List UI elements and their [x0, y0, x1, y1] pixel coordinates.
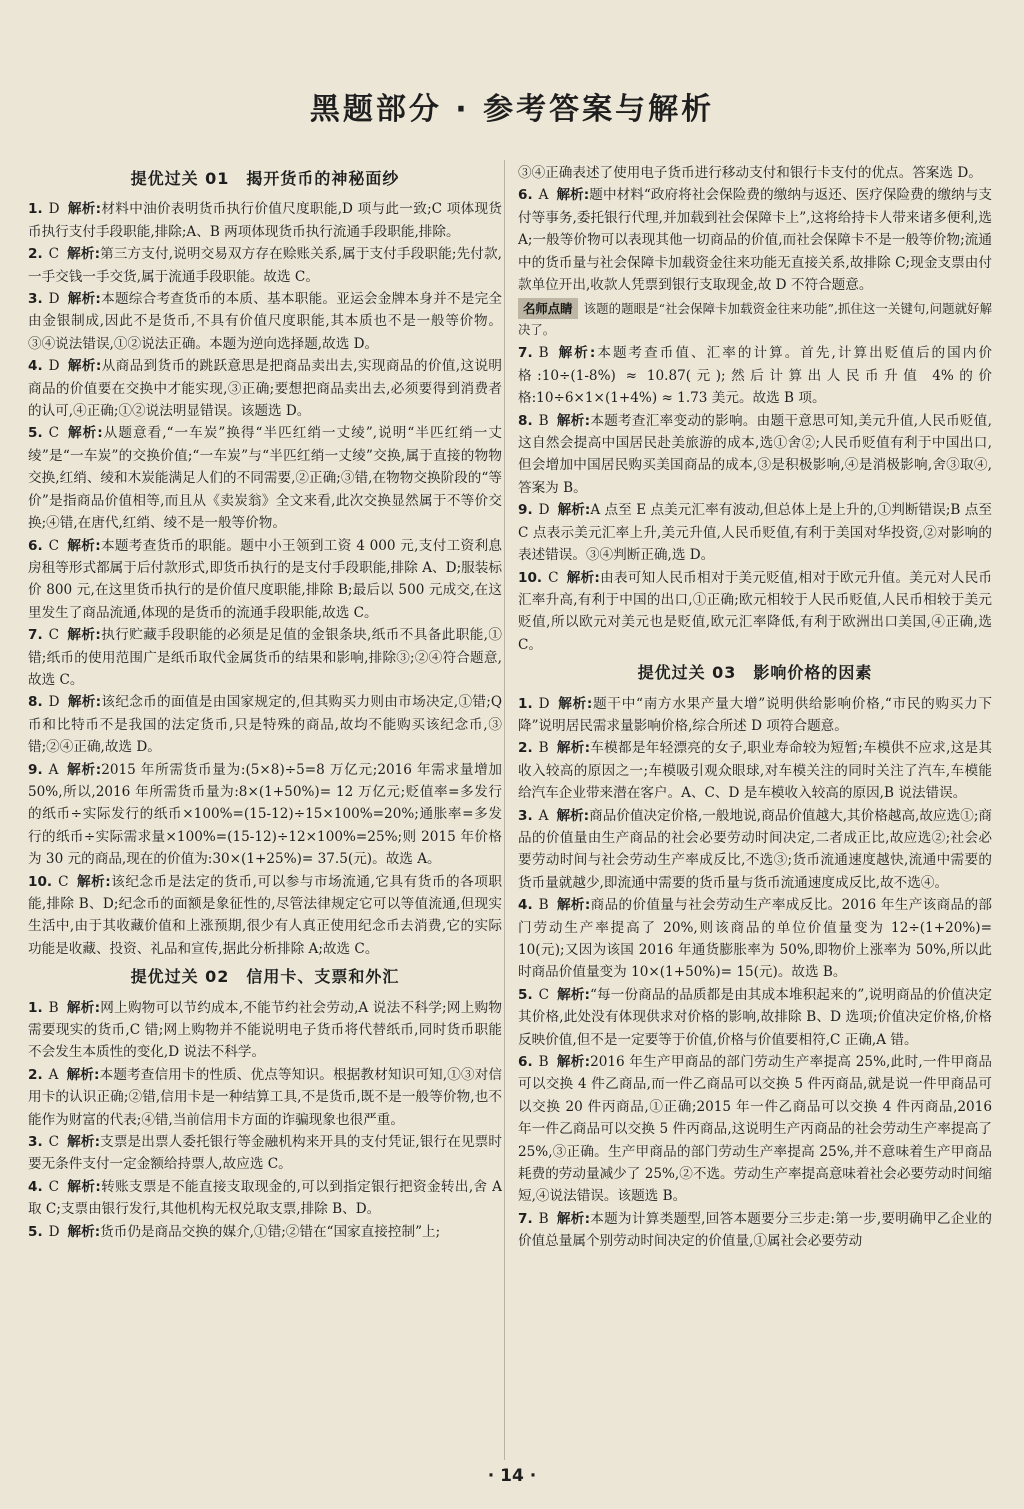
- question-number: 3.: [28, 1134, 43, 1151]
- explanation-label: 解析:: [67, 291, 101, 308]
- explanation-label: 解析:: [67, 537, 101, 554]
- question-number: 4.: [518, 897, 533, 914]
- question-number: 3.: [518, 807, 533, 824]
- explanation-text: A 点至 E 点美元汇率有波动,但总体上是上升的,①判断错误;B 点至 C 点表示美元汇率上升,美元升值,人民币贬值,有利于美国对华投资,②对影响的表述错误。③④判断正确,选 D。: [518, 502, 993, 564]
- question-number: 5.: [28, 1223, 43, 1240]
- explanation-text: 从商品到货币的跳跃意思是把商品卖出去,实现商品的价值,这说明商品的价值要在交换中才能实现,③正确;要想把商品卖出去,必须要得到消费者的认可,④正确;①②说法明显错误。该题选 D。: [28, 358, 503, 420]
- explanation-text: 网上购物可以节约成本,不能节约社会劳动,A 说法不科学;网上购物需要现实的货币,C 错;网上购物并不能说明电子货币将代替纸币,同时货币职能不会发生本质性的变化,D 说法不科学。: [28, 999, 503, 1061]
- explanation-text: 题中材料“政府将社会保险费的缴纳与返还、医疗保险费的缴纳与支付等事务,委托银行代理,并加载到社会保障卡上”,这将给持卡人带来诸多便利,选 A;一般等价物可以表现其他一切商品的价值,而社会保障卡不是一般等价物;流通中的货币量与社会保障卡加载资金往来功能无直接关系,故排除 C;现金支票由付款单位开出,收款人凭票到银行支取现金,故 D 不符合题意。: [518, 187, 993, 294]
- answer-choice: A: [538, 187, 549, 204]
- explanation-text: 材料中油价表明货币执行价值尺度职能,D 项与此一致;C 项体现货币执行支付手段职能,排除;A、B 两项体现货币执行流通手段职能,排除。: [28, 201, 503, 240]
- question-number: 7.: [518, 345, 533, 362]
- answer-choice: C: [48, 246, 60, 263]
- answer-item: [518, 984, 992, 1051]
- explanation-text: 该纪念币的面值是由国家规定的,但其购买力则由市场决定,①错;Q 币和比特币不是我国的法定货币,只是特殊的商品,故均不能购买该纪念币,③错;②④正确,故选 D。: [28, 694, 502, 756]
- answer-item: [518, 894, 992, 984]
- question-number: 9.: [518, 502, 533, 519]
- question-number: 9.: [28, 761, 43, 778]
- explanation-text: 本题考查汇率变动的影响。由题干意思可知,美元升值,人民币贬值,这自然会提高中国居民赴美旅游的成本,选①舍②;人民币贬值有利于中国出口,但会增加中国居民购买美国商品的成本,③是积极影响,④是消极影响,舍③取④,答案为 B。: [518, 412, 992, 496]
- answer-item: [28, 1221, 502, 1243]
- explanation-label: 解析:: [557, 986, 590, 1003]
- explanation-text: 货币仍是商品交换的媒介,①错;②错在“国家直接控制”上;: [100, 1223, 441, 1240]
- explanation-text: 商品价值决定价格,一般地说,商品价值越大,其价格越高,故应选①;商品的价值量由生产商品的社会必要劳动时间决定,二者成正比,故应选②;社会必要劳动时间与社会劳动生产率成反比,不选③;货币流通速度越快,流通中需要的货币量就越少,即流通中需要的货币量与货币流通速度成反比,故不选④。: [518, 807, 992, 891]
- explanation-text: 本题考查货币的职能。题中小王领到工资 4 000 元,支付工资利息房租等形式都属于后付款形式,即货币执行的是支付手段职能,排除 A、D;服装标价 800 元,在这里货币执行的是价值尺度职能,排除 B;最后以 500 元成交,在这里发生了商品流通,体现的是货币的流通手段职能,故选 C。: [28, 537, 502, 621]
- explanation-label: 解析:: [566, 569, 600, 586]
- question-number: 4.: [28, 358, 43, 375]
- answer-choice: B: [538, 1054, 549, 1071]
- answer-choice: A: [538, 807, 549, 824]
- answer-item: [28, 355, 502, 422]
- explanation-text: 本题考查信用卡的性质、优点等知识。根据教材知识可知,①③对信用卡的认识正确;②错,信用卡是一种结算工具,不是货币,既不是一般等价物,也不能作为财富的代表;④错,当前信用卡方面的诈骗现象也很严重。: [28, 1066, 502, 1128]
- answer-choice: C: [48, 627, 60, 644]
- answer-item: [28, 759, 502, 871]
- explanation-text: 转账支票是不能直接支取现金的,可以到指定银行把资金转出,舍 A 取 C;支票由银行发行,其他机构无权兑取支票,排除 B、D。: [28, 1178, 503, 1218]
- explanation-label: 解析:: [67, 694, 102, 711]
- explanation-text: 该纪念币是法定的货币,可以参与市场流通,它具有货币的各项职能,排除 B、D;纪念币的面额是象征性的,尽管法律规定它可以等值流通,但现实生活中,由于其收藏价值和上涨预期,很少有人真正使用纪念币去消费,它的实际功能是收藏、投资、礼品和宣传,据此分析排除 A;故选 C。: [28, 873, 503, 957]
- explanation-text: 本题综合考查货币的本质、基本职能。亚运会金牌本身并不是完全由金银制成,因此不是货币,不具有价值尺度职能,其本质也不是一般等价物。③④说法错误,①②说法正确。本题为逆向选择题,故选 D。: [28, 291, 503, 352]
- answer-item: [518, 693, 992, 738]
- answer-choice: B: [538, 412, 549, 429]
- explanation-text: “每一份商品的品质都是由其成本堆积起来的”,说明商品的价值决定其价格,此处没有体现供求对价格的影响,故排除 B、D 选项;价值决定价格,价格反映价值,但不是一定要等于价值,价格与价值要相符,C 正确,A 错。: [518, 986, 992, 1048]
- answer-item: [518, 410, 992, 500]
- explanation-label: 解析:: [556, 345, 596, 362]
- question-number: 7.: [518, 1210, 533, 1227]
- answer-choice: B: [538, 345, 549, 362]
- answer-choice: B: [538, 740, 549, 757]
- answer-item: [28, 1064, 502, 1131]
- answer-item: [518, 184, 992, 296]
- answer-choice: C: [48, 537, 60, 554]
- explanation-label: 解析:: [557, 502, 591, 519]
- explanation-text: 2015 年所需货币量为:(5×8)÷5=8 万亿元;2016 年需求量增加 50%,所以,2016 年所需货币量为:8×(1+50%)= 12 万亿元;贬值率=多发行的纸币÷实际发行的纸币×100%=(15-12)÷15×100%=20%;通胀率=多发行的纸币÷实际需求量×100%=(15-12)÷12×100%=25%;则 2015 年价格为 30 元的商品,现在的价值为:30×(1+25%)= 37.5(元)。故选 A。: [28, 761, 503, 868]
- answer-choice: A: [48, 761, 59, 778]
- answer-choice: B: [48, 999, 59, 1016]
- question-number: 10.: [28, 873, 53, 890]
- answer-item: [28, 624, 502, 691]
- answer-choice: B: [538, 897, 549, 914]
- explanation-label: 解析:: [67, 358, 102, 375]
- answer-choice: D: [48, 358, 60, 375]
- answer-choice: D: [48, 201, 60, 218]
- explanation-text: 题干中“南方水果产量大增”说明供给影响价格,“市民的购买力下降”说明居民需求量影响价格,综合所述 D 项符合题意。: [518, 695, 993, 734]
- tip-label: 名师点睛: [518, 298, 578, 319]
- answer-item: [28, 997, 502, 1064]
- column-divider: [504, 160, 505, 1460]
- question-number: 6.: [518, 187, 533, 204]
- question-number: 2.: [28, 1066, 43, 1083]
- explanation-text: 执行贮藏手段职能的必须是足值的金银条块,纸币不具备此职能,①错;纸币的使用范围广是纸币取代金属货币的结果和影响,排除③;②④符合题意,故选 C。: [28, 627, 502, 688]
- answer-item: [28, 288, 502, 355]
- answer-choice: A: [48, 1066, 59, 1083]
- question-number: 6.: [28, 537, 43, 554]
- explanation-text: 从题意看,“一车炭”换得“半匹红绡一丈绫”,说明“半匹红绡一丈绫”是“一车炭”的交换价值;“一车炭”与“半匹红绡一丈绫”交换,属于直接的物物交换,红绡、绫和木炭能满足人们的不同需要,②正确;③错,在物物交换阶段的“等价”是指商品价值相等,而且从《卖炭翁》全文来看,此次交换显然属于不等价交换;④错,在唐代,红绡、绫不是一般等价物。: [28, 425, 503, 532]
- question-number: 8.: [28, 694, 43, 711]
- answer-choice: D: [538, 502, 550, 519]
- question-number: 3.: [28, 291, 43, 308]
- answer-item: [518, 567, 992, 657]
- explanation-label: 解析:: [67, 1134, 100, 1151]
- explanation-text: 本题为计算类题型,回答本题要分三步走:第一步,要明确甲乙企业的价值总量属个别劳动时间决定的价值量,①属社会必要劳动: [518, 1210, 992, 1250]
- answer-item: [28, 243, 502, 288]
- question-number: 6.: [518, 1054, 533, 1071]
- answer-item: [518, 342, 992, 409]
- answer-choice: B: [538, 1210, 549, 1227]
- page-number: · 14 ·: [487, 1466, 537, 1486]
- explanation-label: 解析:: [556, 187, 590, 204]
- explanation-label: 解析:: [67, 246, 101, 263]
- answer-item: [28, 535, 502, 625]
- explanation-label: 解析:: [556, 897, 591, 914]
- explanation-label: 解析:: [67, 1223, 101, 1240]
- answer-item: [28, 691, 502, 758]
- explanation-label: 解析:: [557, 695, 593, 712]
- answer-choice: C: [58, 873, 69, 890]
- explanation-label: 解析:: [67, 1178, 101, 1195]
- explanation-text: 支票是出票人委托银行等金融机构来开具的支付凭证,银行在见票时要无条件支付一定金额给持票人,故应选 C。: [28, 1134, 502, 1173]
- answer-item: [518, 499, 992, 566]
- answer-item: [518, 805, 992, 895]
- question-number: 1.: [28, 999, 43, 1016]
- section-heading: 提优过关 01 揭开货币的神秘面纱: [130, 169, 400, 188]
- answer-item: [518, 1208, 992, 1253]
- explanation-label: 解析:: [556, 807, 590, 824]
- explanation-text: 车模都是年轻漂亮的女子,职业寿命较为短暂;车模供不应求,这是其收入较高的原因之一;车模吸引观众眼球,对车模关注的同时关注了汽车,车模能给汽车企业带来潜在客户。A、C、D 是车模收入较高的原因,B 说法错误。: [518, 740, 992, 802]
- question-number: 2.: [28, 246, 43, 263]
- answer-item: [28, 1176, 502, 1221]
- explanation-label: 解析:: [66, 761, 102, 778]
- right-column: [518, 162, 992, 1253]
- continued-text: ③④正确表述了使用电子货币进行移动支付和银行卡支付的优点。答案选 D。: [518, 165, 982, 181]
- answer-choice: C: [538, 986, 550, 1003]
- explanation-text: 商品的价值量与社会劳动生产率成反比。2016 年生产该商品的部门劳动生产率提高了 20%,则该商品的单位价值量变为 12÷(1+20%)= 10(元);又因为该国 2016 年通货膨胀率为 50%,即物价上涨率为 50%,所以此时商品价值量变为 10×(1+50%)= 15(元)。故选 B。: [518, 897, 993, 981]
- section-heading: 提优过关 02 信用卡、支票和外汇: [130, 967, 400, 987]
- explanation-label: 解析:: [556, 1210, 591, 1227]
- question-number: 8.: [518, 412, 533, 429]
- explanation-label: 解析:: [556, 1054, 591, 1071]
- section-heading: 提优过关 03 影响价格的因素: [637, 663, 873, 683]
- question-number: 5.: [518, 986, 533, 1003]
- question-number: 10.: [518, 569, 543, 586]
- explanation-label: 解析:: [66, 999, 101, 1016]
- question-number: 1.: [28, 201, 43, 218]
- question-number: 7.: [28, 627, 43, 644]
- question-number: 2.: [518, 740, 533, 757]
- explanation-label: 解析:: [66, 1066, 100, 1083]
- explanation-text: 2016 年生产甲商品的部门劳动生产率提高 25%,此时,一件甲商品可以交换 4 件乙商品,而一件乙商品可以交换 5 件丙商品,就是说一件甲商品可以交换 20 件丙商品,①正确;2015 年一件乙商品可以交换 4 件丙商品,2016 年一件乙商品可以交换 5 件丙商品,这说明生产丙商品的社会劳动生产率提高了 25%,③正确。生产甲商品的部门劳动生产率提高 25%,并不意味着生产甲商品耗费的劳动量减少了 25%,②不选。劳动生产率提高意味着社会必要劳动时间缩短,④说法错误。该题选 B。: [518, 1054, 992, 1205]
- answer-choice: D: [48, 694, 60, 711]
- explanation-label: 解析:: [76, 873, 111, 890]
- answer-choice: D: [48, 291, 60, 308]
- answer-choice: C: [48, 1178, 60, 1195]
- explanation-label: 解析:: [556, 740, 591, 757]
- question-number: 5.: [28, 425, 43, 442]
- answer-item: [28, 198, 502, 243]
- explanation-text: 本题考查币值、汇率的计算。首先,计算出贬值后的国内价格:10÷(1-8%) ≈ 10.87(元);然后计算出人民币升值 4%的价格:10÷6×1×(1+4%) ≈ 1.73 美元。故选 B 项。: [518, 345, 992, 407]
- answer-choice: D: [48, 1223, 60, 1240]
- answer-choice: C: [48, 1134, 60, 1151]
- explanation-label: 解析:: [67, 425, 103, 442]
- explanation-text: 第三方支付,说明交易双方存在赊账关系,属于支付手段职能;先付款,一手交钱一手交货,属于流通手段职能。故选 C。: [28, 246, 502, 285]
- answer-item: [28, 1131, 502, 1176]
- answer-item: [28, 871, 502, 961]
- answer-choice: C: [548, 569, 559, 586]
- explanation-text: 由表可知人民币相对于美元贬值,相对于欧元升值。美元对人民币汇率升高,有利于中国的出口,①正确;欧元相较于人民币贬值,人民币相较于美元贬值,所以欧元对美元也是贬值,欧元汇率降低,有利于欧洲出口美国,④正确,选 C。: [518, 569, 992, 653]
- tip-text: 该题的题眼是“社会保障卡加载资金往来功能”,抓住这一关键句,问题就好解决了。: [518, 301, 992, 338]
- answer-item: [518, 1051, 992, 1208]
- question-number: 1.: [518, 695, 533, 712]
- page-title: 黑题部分 · 参考答案与解析: [309, 92, 715, 127]
- answer-choice: D: [538, 695, 550, 712]
- explanation-label: 解析:: [67, 201, 102, 218]
- left-column: [28, 162, 502, 1243]
- explanation-label: 解析:: [67, 627, 101, 644]
- question-number: 4.: [28, 1178, 43, 1195]
- teacher-tip: [518, 298, 992, 340]
- explanation-label: 解析:: [556, 412, 591, 429]
- answer-choice: C: [48, 425, 60, 442]
- answer-item: [518, 737, 992, 804]
- answer-item: [28, 422, 502, 534]
